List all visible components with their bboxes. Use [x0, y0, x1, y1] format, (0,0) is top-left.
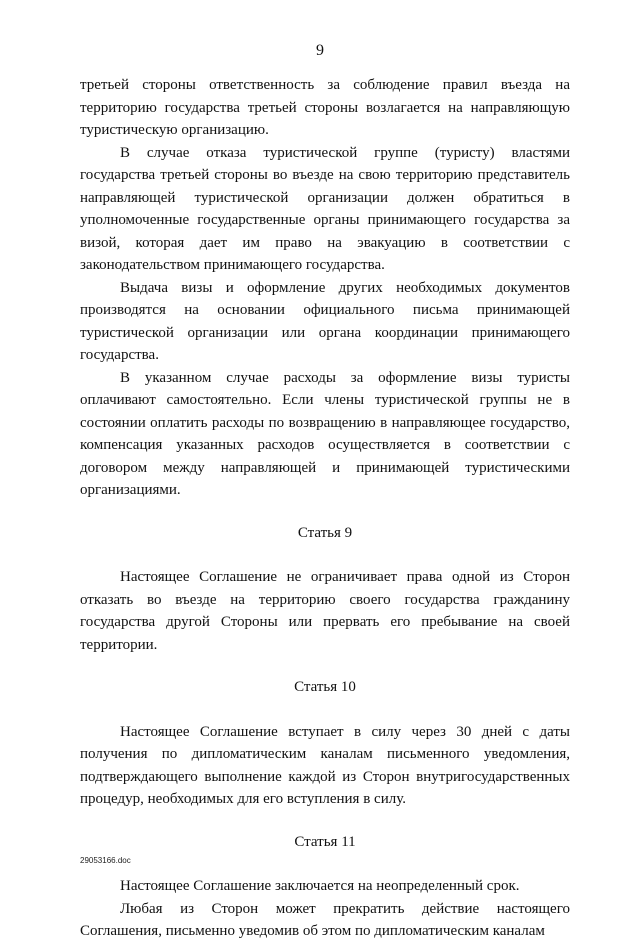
article-10-heading: Статья 10	[294, 679, 356, 695]
spacer	[80, 656, 570, 676]
article-11-heading: Статья 11	[294, 833, 356, 850]
spacer	[80, 699, 570, 721]
article-10-text: Настоящее Соглашение вступает в силу через 30 дней с даты получения по дипломатическим каналам письменного уведомления, подтверждающего выполнение каждой из Сторон внутригосударственных процедур, необходимых для его вступления в силу.	[80, 723, 570, 807]
spacer	[80, 544, 570, 566]
page-number: 9	[316, 42, 324, 59]
footer-filename: 29053166.doc	[80, 856, 131, 865]
document-body	[80, 74, 570, 943]
spacer	[80, 853, 570, 875]
paragraph-visa-costs: В указанном случае расходы за оформление визы туристы оплачивают самостоятельно. Если члены туристической группы не в состоянии оплатить расходы по возвращению в направляющее государство, компенсация указанных расходов осуществляется в соответствии с договором между направляющей и принимающей туристическими организациями.	[80, 369, 570, 498]
article-9-text: Настоящее Соглашение не ограничивает права одной из Сторон отказать во въезде на территорию своего государства гражданину государства другой Стороны или прервать его пребывание на своей территории.	[80, 569, 570, 653]
article-11-text-term: Настоящее Соглашение заключается на неопределенный срок.	[120, 878, 520, 894]
article-9-heading: Статья 9	[297, 524, 353, 541]
spacer	[80, 502, 570, 522]
paragraph-continuation: третьей стороны ответственность за соблюдение правил въезда на территорию государства третьей стороны возлагается на направляющую туристическую организацию.	[80, 77, 570, 138]
spacer	[80, 811, 570, 831]
paragraph-refusal-case: В случае отказа туристической группе (туристу) властями государства третьей стороны во въезде на свою территорию представитель направляющей туристической организации должен обратиться в уполномоченные государственные органы принимающего государства за визой, которая дает им право на эвакуацию в соответствии с законодательством принимающего государства.	[80, 144, 570, 273]
paragraph-visa-issuance: Выдача визы и оформление других необходимых документов производятся на основании официального письма принимающей туристической организации или органа координации принимающего государства.	[80, 279, 570, 363]
article-11-text-termination: Любая из Сторон может прекратить действие настоящего Соглашения, письменно уведомив об этом по дипломатическим каналам	[80, 900, 570, 939]
